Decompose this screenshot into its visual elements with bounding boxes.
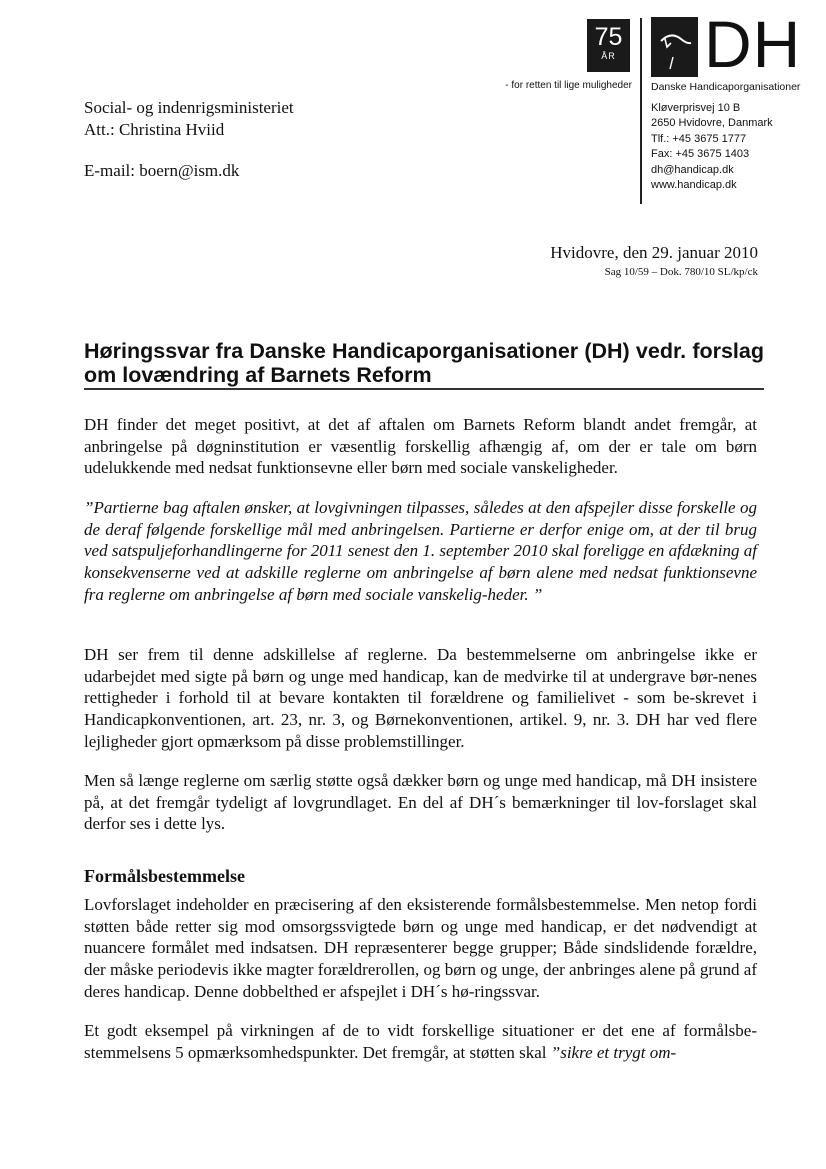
heading-rule (84, 388, 764, 390)
trailing-quote: ”sikre et trygt om- (550, 1042, 677, 1062)
letterhead-divider (640, 18, 642, 204)
address-phone: Tlf.: +45 3675 1777 (651, 132, 747, 145)
logo-text: DH (704, 7, 802, 81)
section-paragraph-2-text: Et godt eksempel på virkningen af de to vidt forskellige situationer er det ene af formålsbe-stemmelsens 5 opmærksomhedspunkter. Det fremgår, at støtten skal (84, 1021, 757, 1062)
recipient-email: E-mail: boern@ism.dk (84, 161, 240, 180)
recipient-ministry: Social- og indenrigsministeriet (84, 98, 294, 117)
address-website: www.handicap.dk (651, 179, 737, 191)
section-paragraph-2 (84, 1020, 757, 1063)
address-fax: Fax: +45 3675 1403 (651, 148, 750, 161)
paragraph-quote: ”Partierne bag aftalen ønsker, at lovgivningen tilpasses, således at den afspejler disse forskelle og de deraf følgende forskellige mål med anbringelsen. Partierne er derfor enige om, at der til brug ved satspuljeforhandlingerne for 2011 senest den 1. september 2010 skal foreligge en afdækning af konsekvenserne ved at adskille reglerne om anbringelse af børn alene med nedsat funktionsevne fra reglerne om anbringelse af børn med sociale vanskelig-heder. ” (84, 498, 757, 604)
date-line: Hvidovre, den 29. januar 2010 (550, 243, 758, 262)
badge-sub: ÅR (601, 51, 616, 61)
anniversary-badge (587, 19, 630, 72)
paragraph-insist: Men så længe reglerne om særlig støtte også dækker børn og unge med handicap, må DH insistere på, at det fremgår tydeligt af lovgrundlaget. En del af DH´s bemærkninger til lov-forslaget skal derfor ses i dette lys. (84, 771, 757, 834)
section-paragraph-1: Lovforslaget indeholder en præcisering af den eksisterende formålsbestemmelse. Men netop fordi støtten både retter sig mod omsorgssvigtede børn og unge med handicap, er det nødvendigt at nuancere formålet med indsatsen. DH repræsenterer begge grupper; Både sindslidende forældre, der måske periodevis ikke magter forældrerollen, og børn og unge, der anbringes alene på grund af deres handicap. Denne dobbelthed er afspejlet i DH´s hø-ringssvar. (84, 895, 757, 1001)
address-email: dh@handicap.dk (651, 163, 734, 176)
recipient-attention: Att.: Christina Hviid (84, 120, 225, 139)
tagline: - for retten til lige muligheder (505, 80, 632, 91)
document-heading: Høringssvar fra Danske Handicaporganisationer (DH) vedr. forslag om lovændring af Barnets Reform (84, 339, 764, 387)
paragraph-intro: DH finder det meget positivt, at det af aftalen om Barnets Reform blandt andet fremgår, at anbringelse på døgninstitution er væsentlig forskellig afhængig af, om der er tale om børn udelukkende med nedsat funktionsevne eller børn med sociale vanskeligheder. (84, 415, 757, 478)
paragraph-separation: DH ser frem til denne adskillelse af reglerne. Da bestemmelserne om anbringelse ikke er udarbejdet med sigte på børn og unge med handicap, kan de medvirke til at undergrave bør-nenes rettigheder i forhold til at bevare kontakten til forældrene og familielivet - som be-skrevet i Handicapkonventionen, art. 23, nr. 3, og Børnekonventionen, artikel. 9, nr. 3. DH har ved flere lejligheder gjort opmærksom på disse problemstillinger. (84, 645, 757, 751)
address-city: 2650 Hvidovre, Danmark (651, 117, 773, 130)
badge-number: 75 (594, 23, 623, 51)
org-name: Danske Handicaporganisationer (651, 81, 801, 93)
dh-logo-icon (651, 17, 698, 77)
section-title: Formålsbestemmelse (84, 866, 245, 886)
reference-line: Sag 10/59 – Dok. 780/10 SL/kp/ck (604, 266, 758, 278)
address-street: Kløverprisvej 10 B (651, 102, 741, 114)
